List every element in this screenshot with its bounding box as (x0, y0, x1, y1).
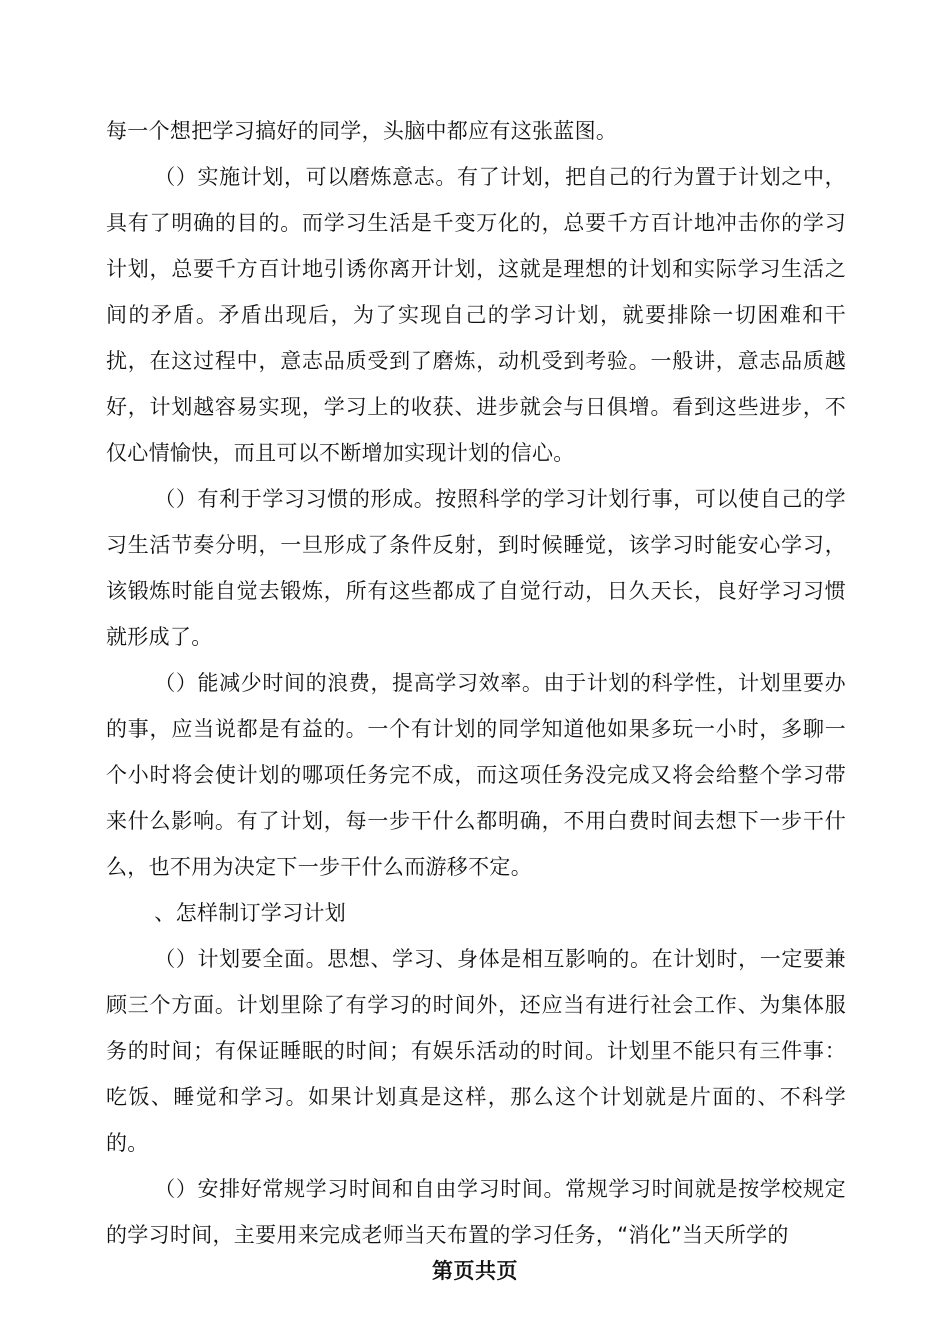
paragraph: （）能减少时间的浪费，提高学习效率。由于计划的科学性，计划里要办的事，应当说都是有益的。一个有计划的同学知道他如果多玩一小时，多聊一个小时将会使计划的哪项任务完不成，而这项任务没完成又将会给整个学习带来什么影响。有了计划，每一步干什么都明确，不用白费时间去想下一步干什么，也不用为决定下一步干什么而游移不定。 (106, 671, 846, 879)
paragraph: （）计划要全面。思想、学习、身体是相互影响的。在计划时，一定要兼顾三个方面。计划里除了有学习的时间外，还应当有进行社会工作、为集体服务的时间；有保证睡眠的时间；有娱乐活动的时间。计划里不能只有三件事：吃饭、睡觉和学习。如果计划真是这样，那么这个计划就是片面的、不科学的。 (106, 947, 846, 1155)
page-footer: 第页共页 (432, 1259, 518, 1283)
paragraph: （）有利于学习习惯的形成。按照科学的学习计划行事，可以使自己的学习生活节奏分明，一旦形成了条件反射，到时候睡觉，该学习时能安心学习，该锻炼时能自觉去锻炼，所有这些都成了自觉行动，日久天长，良好学习习惯就形成了。 (106, 487, 846, 649)
section-heading: 、怎样制订学习计划 (154, 901, 346, 925)
paragraph: （）实施计划，可以磨炼意志。有了计划，把自己的行为置于计划之中，具有了明确的目的。而学习生活是千变万化的，总要千方百计地冲击你的学习计划，总要千方百计地引诱你离开计划，这就是理想的计划和实际学习生活之间的矛盾。矛盾出现后，为了实现自己的学习计划，就要排除一切困难和干扰，在这过程中，意志品质受到了磨炼，动机受到考验。一般讲，意志品质越好，计划越容易实现，学习上的收获、进步就会与日俱增。看到这些进步，不仅心情愉快，而且可以不断增加实现计划的信心。 (106, 165, 846, 465)
document-body (106, 108, 846, 1258)
paragraph: 每一个想把学习搞好的同学，头脑中都应有这张蓝图。 (106, 119, 618, 143)
paragraph: （）安排好常规学习时间和自由学习时间。常规学习时间就是按学校规定的学习时间，主要用来完成老师当天布置的学习任务，“消化”当天所学的 (106, 1177, 846, 1247)
